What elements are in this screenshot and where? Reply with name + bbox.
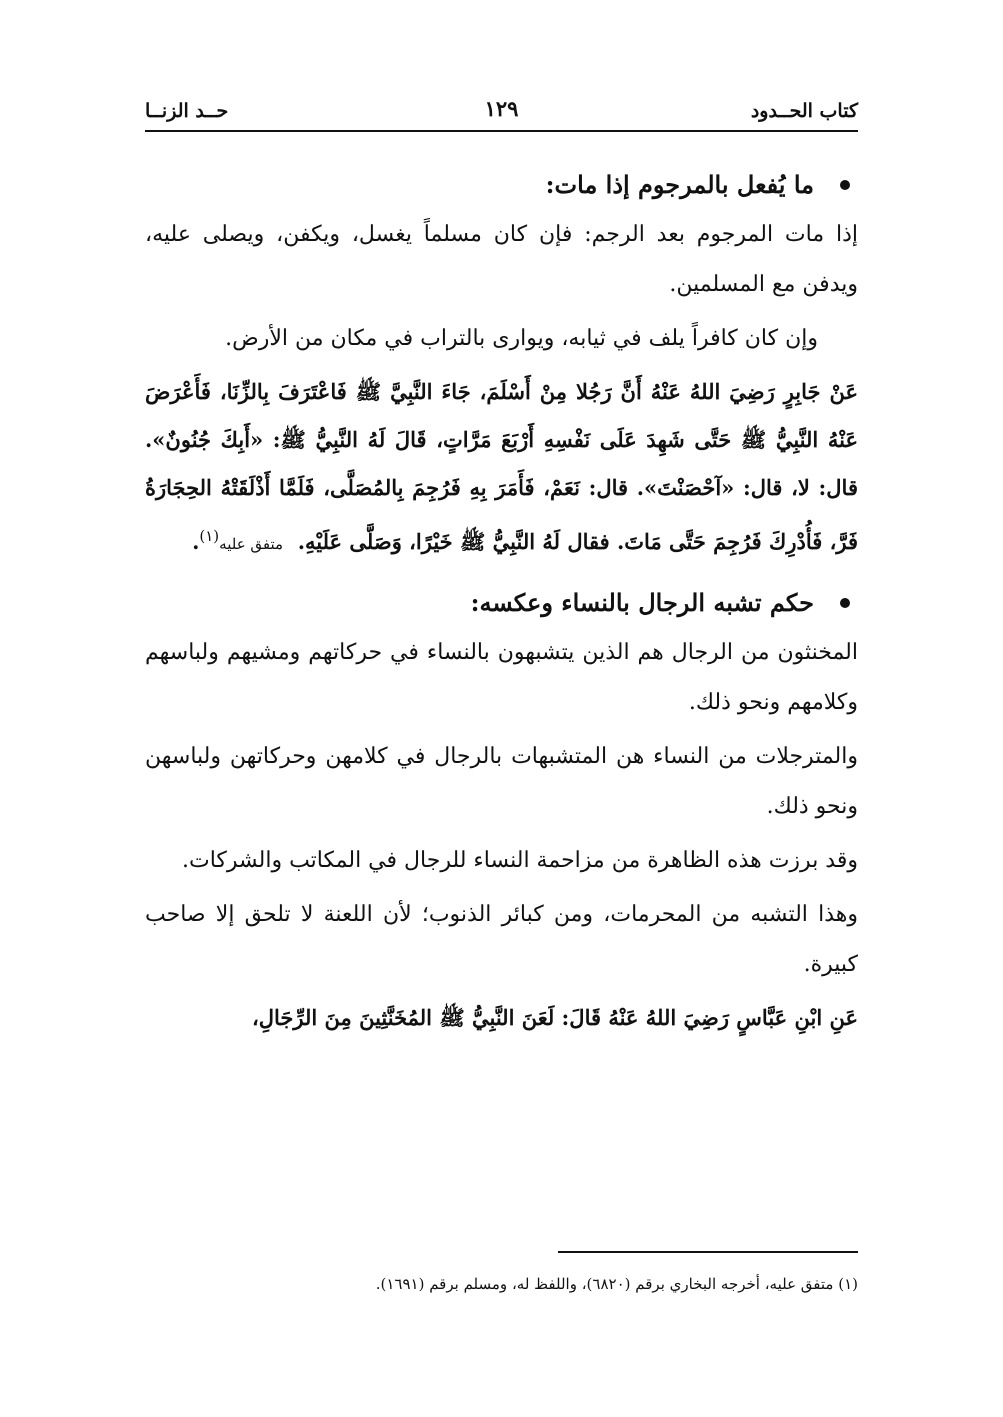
source-tag: متفق عليه xyxy=(219,535,284,553)
paragraph: إذا مات المرجوم بعد الرجم: فإن كان مسلماً يغسل، ويكفن، ويصلى عليه، ويدفن مع المسلمين. xyxy=(145,222,858,297)
body-text xyxy=(145,160,858,1042)
hadith-text xyxy=(145,368,858,568)
section-heading xyxy=(145,160,858,210)
paragraph: وهذا التشبه من المحرمات، ومن كبائر الذنوب؛ لأن اللعنة لا تلحق إلا صاحب كبيرة. xyxy=(145,902,858,977)
footnote-ref: (١) xyxy=(199,527,220,545)
bullet-icon xyxy=(840,598,850,608)
footnote-rule xyxy=(558,1251,858,1253)
section-heading-text: ما يُفعل بالمرجوم إذا مات: xyxy=(545,170,814,199)
sentence-end: . xyxy=(192,529,200,554)
bullet-icon xyxy=(840,180,850,190)
book-title: كتاب الحــدود xyxy=(750,100,858,122)
paragraph: والمترجلات من النساء هن المتشبهات بالرجال في كلامهن وحركاتهن ولباسهن ونحو ذلك. xyxy=(145,744,858,819)
header-rule xyxy=(145,130,858,132)
running-header xyxy=(145,96,858,132)
chapter-title: حــد الزنــا xyxy=(145,100,229,122)
paragraph: وإن كان كافراً يلف في ثيابه، ويوارى بالتراب في مكان من الأرض. xyxy=(225,326,818,351)
page-number: ١٢٩ xyxy=(484,96,519,121)
paragraph: وقد برزت هذه الظاهرة من مزاحمة النساء للرجال في المكاتب والشركات. xyxy=(182,848,858,873)
hadith-body: عَنْ جَابِرٍ رَضِيَ اللهُ عَنْهُ أَنَّ رَجُلا مِنْ أَسْلَمَ، جَاءَ النَّبِيَّ ﷺ فَاعْتَرَفَ بِالزِّنَا، فَأَعْرَضَ عَنْهُ النَّبِيُّ ﷺ حَتَّى شَهِدَ عَلَى نَفْسِهِ أَرْبَعَ مَرَّاتٍ، قَالَ لَهُ النَّبِيُّ ﷺ: «أَبِكَ جُنُونٌ». قال: لا، قال: «آحْصَنْتَ». قال: نَعَمْ، فَأَمَرَ بِهِ فَرُجِمَ بِالمُصَلَّى، فَلَمَّا أَذْلَقَتْهُ الحِجَارَةُ فَرَّ، فَأُدْرِكَ فَرُجِمَ حَتَّى مَاتَ. فقال لَهُ النَّبِيُّ ﷺ خَيْرًا، وَصَلَّى عَلَيْهِ. xyxy=(145,379,858,554)
hadith-text: عَنِ ابْنِ عَبَّاسٍ رَضِيَ اللهُ عَنْهُ قَالَ: لَعَنَ النَّبِيُّ ﷺ المُخَنَّثِينَ مِنَ الرِّجَالِ، xyxy=(252,1005,858,1030)
footnote: (١) متفق عليه، أخرجه البخاري برقم (٦٨٢٠)، واللفظ له، ومسلم برقم (١٦٩١). xyxy=(375,1275,858,1293)
paragraph: المخنثون من الرجال هم الذين يتشبهون بالنساء في حركاتهم ومشيهم ولباسهم وكلامهم ونحو ذلك. xyxy=(145,640,858,715)
section-heading xyxy=(145,578,858,628)
section-heading-text: حكم تشبه الرجال بالنساء وعكسه: xyxy=(470,588,814,617)
